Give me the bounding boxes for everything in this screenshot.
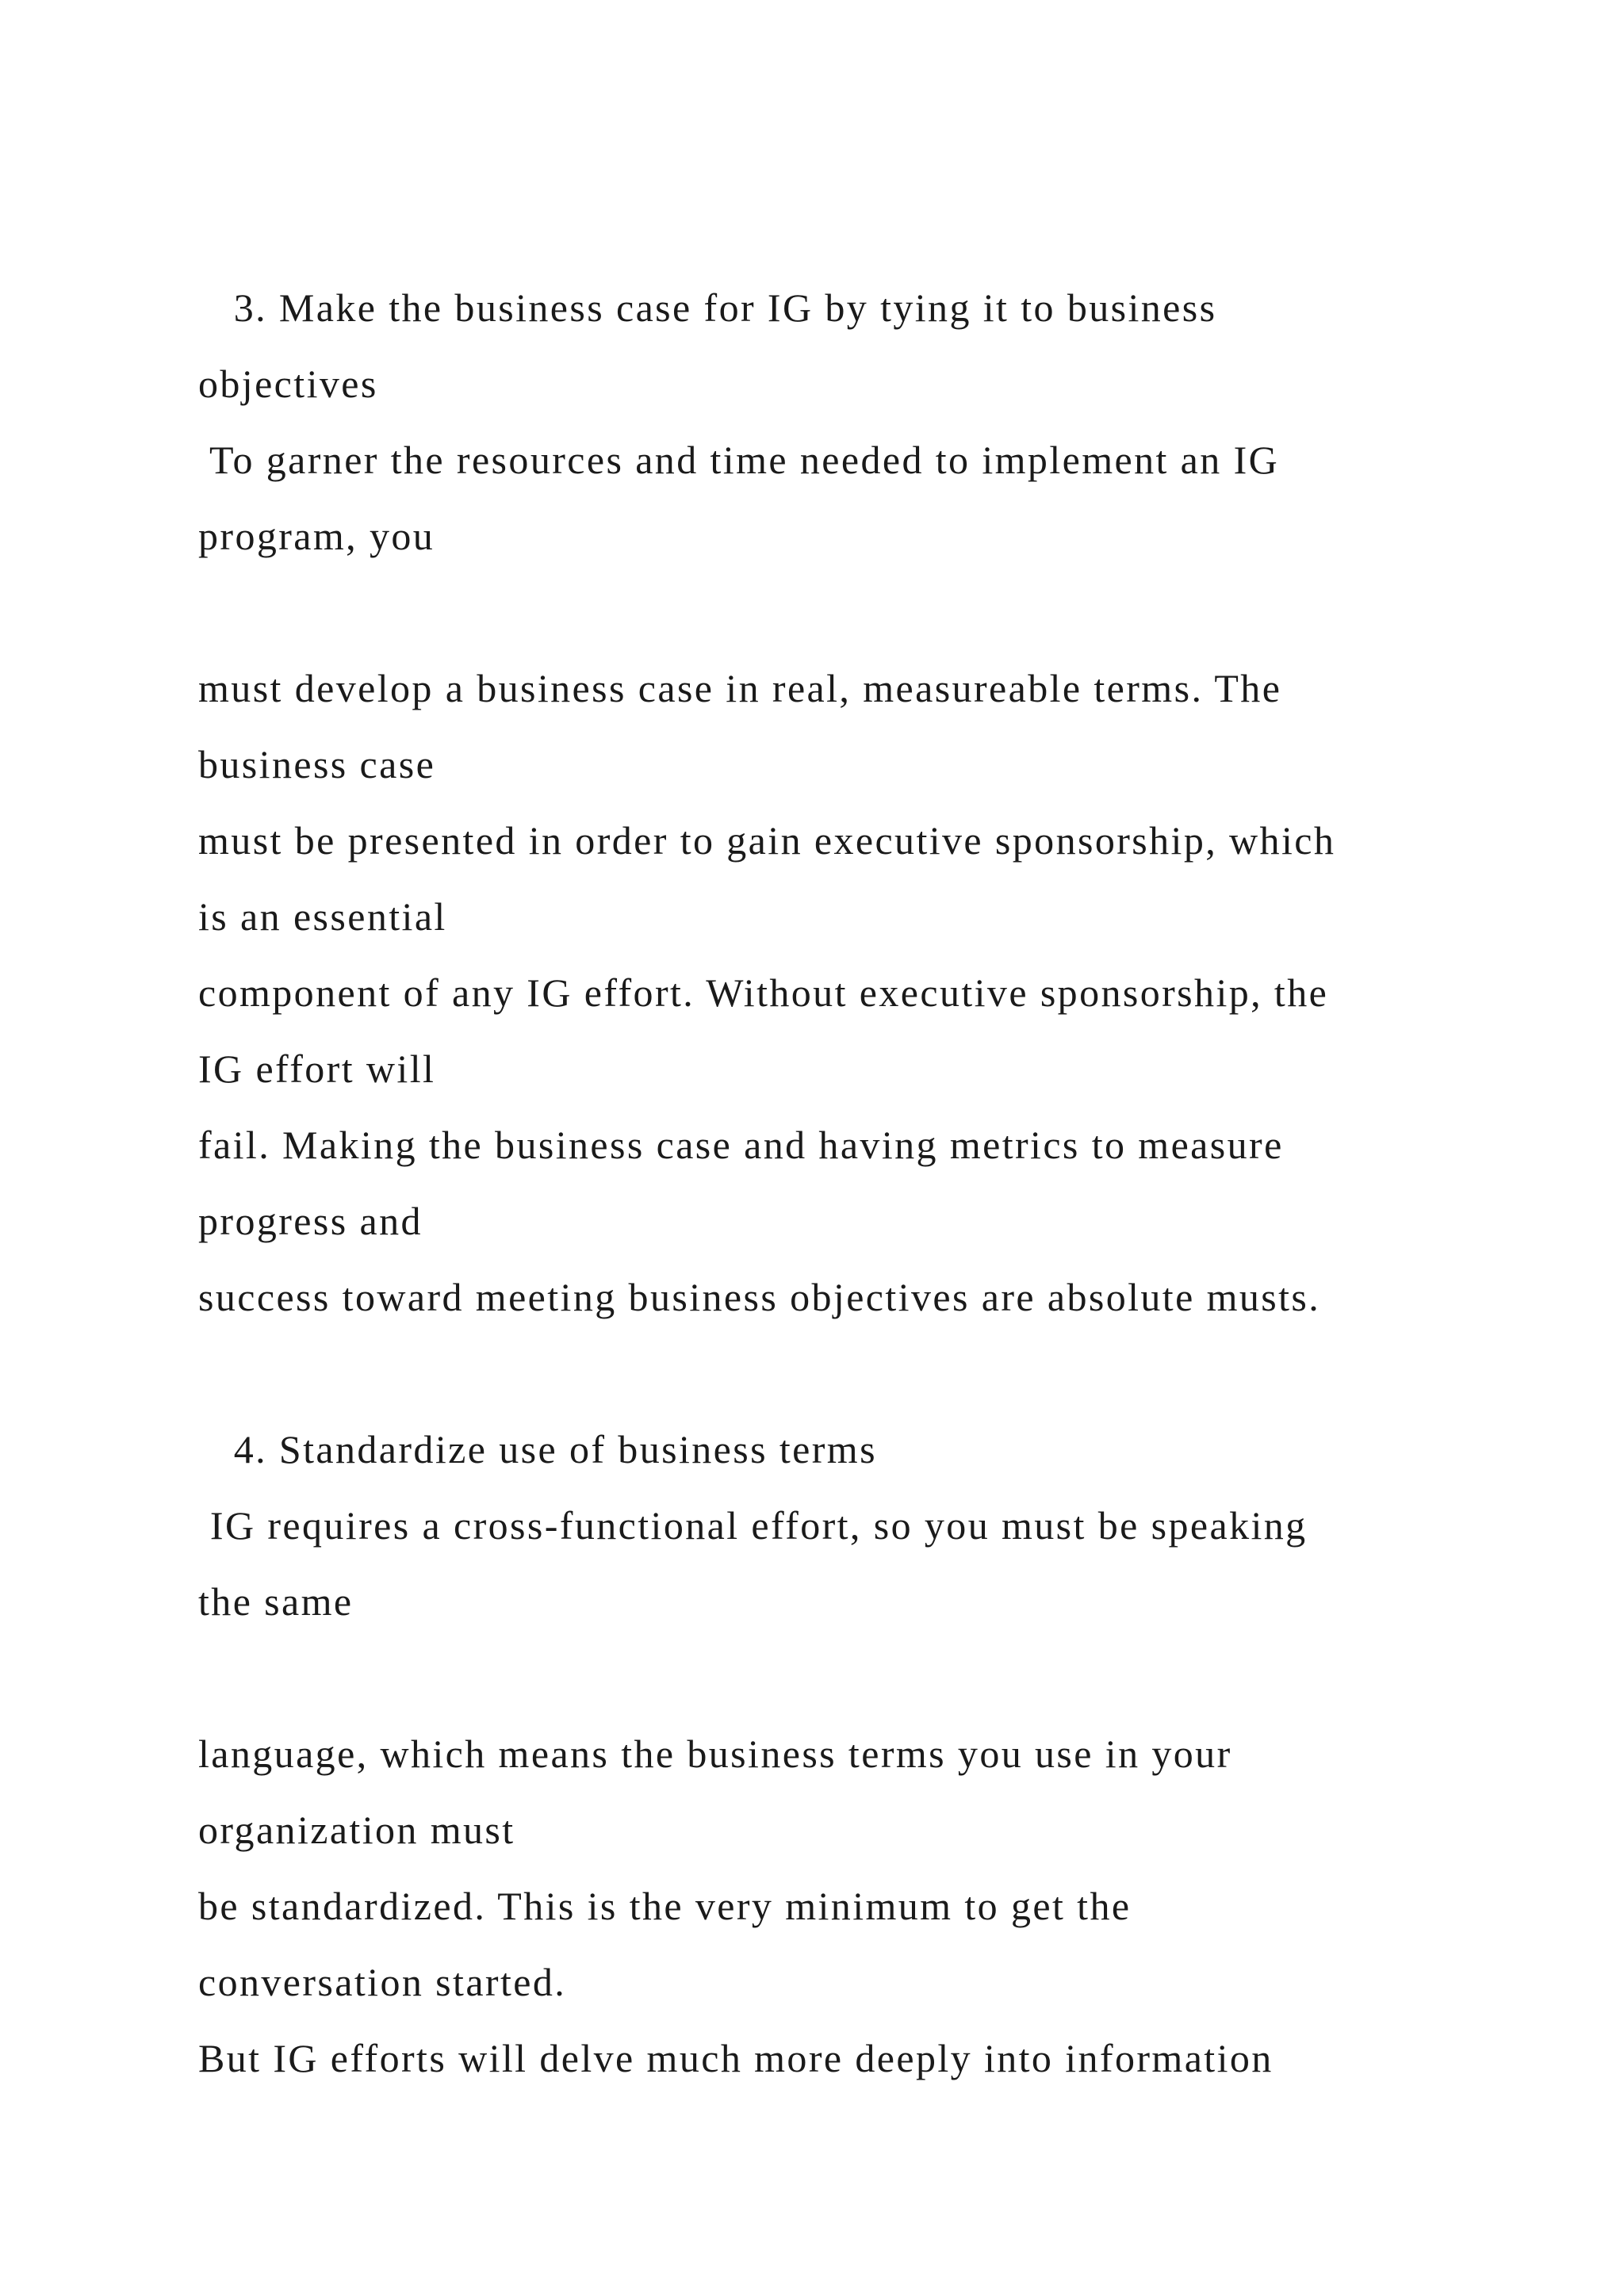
paragraph-line: business case — [198, 742, 436, 786]
blank-line — [198, 1640, 1546, 1716]
document-text — [198, 270, 1546, 2096]
heading-4-line: 4. Standardize use of business terms — [198, 1427, 877, 1471]
paragraph-line: To garner the resources and time needed to implement an IG — [198, 438, 1280, 482]
paragraph-line: is an essential — [198, 894, 447, 939]
blank-line — [198, 1335, 1546, 1411]
paragraph-line: must be presented in order to gain executive sponsorship, which — [198, 818, 1336, 863]
paragraph-line: success toward meeting business objectives are absolute musts. — [198, 1275, 1321, 1319]
paragraph-line: component of any IG effort. Without executive sponsorship, the — [198, 970, 1329, 1015]
paragraph-line: conversation started. — [198, 1960, 567, 2004]
paragraph-line: be standardized. This is the very minimum to get the — [198, 1884, 1132, 1928]
paragraph-line: language, which means the business terms you use in your — [198, 1732, 1232, 1776]
paragraph-line: But IG efforts will delve much more deeply into information — [198, 2036, 1274, 2080]
paragraph-line: the same — [198, 1579, 354, 1624]
paragraph-line: IG effort will — [198, 1047, 436, 1091]
paragraph-line: program, you — [198, 514, 435, 558]
paragraph-line: organization must — [198, 1808, 515, 1852]
paragraph-line: must develop a business case in real, measureable terms. The — [198, 666, 1282, 710]
paragraph-line: IG requires a cross-functional effort, so you must be speaking — [198, 1503, 1308, 1548]
blank-line — [198, 574, 1546, 650]
heading-3-line-2: objectives — [198, 362, 378, 406]
paragraph-line: progress and — [198, 1199, 423, 1243]
heading-3-line-1: 3. Make the business case for IG by tying it to business — [198, 285, 1217, 330]
paragraph-line: fail. Making the business case and having metrics to measure — [198, 1123, 1284, 1167]
